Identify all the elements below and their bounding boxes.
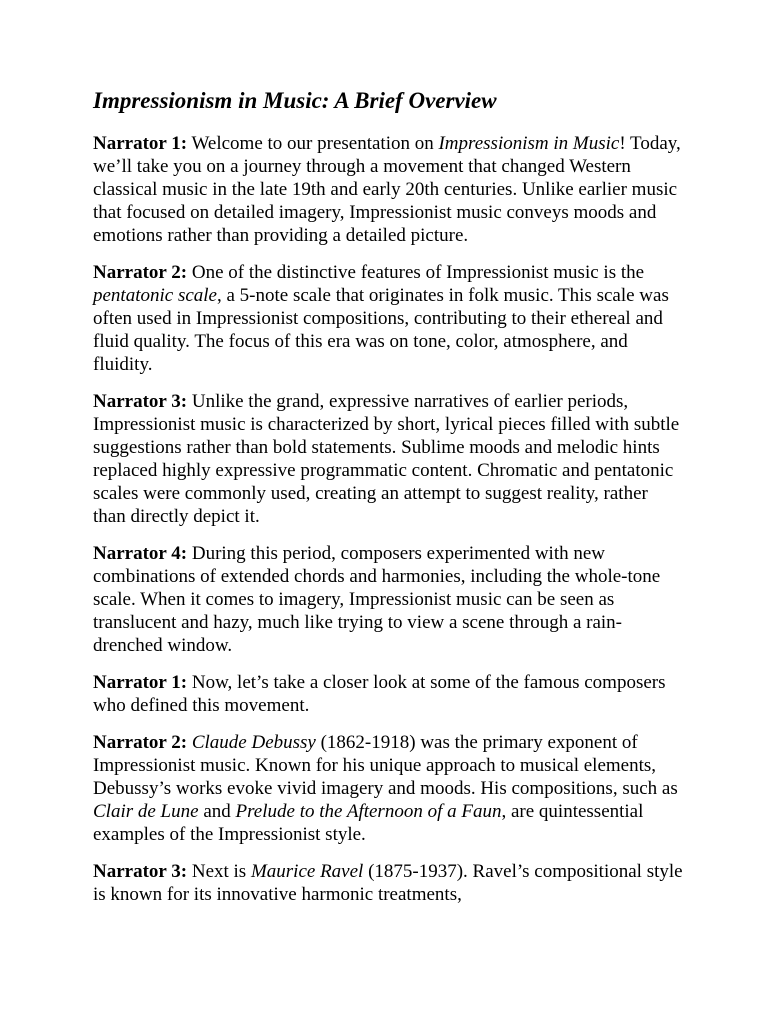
paragraph-text: (1862-1918) was the primary exponent of Impressionist music. Known for his unique approach to musical elements, Debussy’s works evoke vivid imagery and moods. His compositions, such as: [93, 732, 678, 799]
paragraph-text: Now, let’s take a closer look at some of the famous composers who defined this movement.: [93, 672, 666, 716]
paragraph-text: and: [198, 801, 236, 822]
paragraph-narrator-2-second: [93, 731, 683, 846]
italic-term: pentatonic scale: [93, 285, 217, 306]
speaker-label: Narrator 1:: [93, 672, 188, 693]
speaker-label: Narrator 1:: [93, 133, 188, 154]
italic-term: Impressionism in Music: [438, 133, 620, 154]
paragraph-text: One of the distinctive features of Impressionist music is the: [187, 262, 645, 283]
speaker-label: Narrator 2:: [93, 262, 188, 283]
speaker-label: Narrator 2:: [93, 732, 188, 753]
italic-composer-name: Claude Debussy: [191, 732, 316, 753]
paragraph-text: Next is: [187, 861, 251, 882]
paragraph-text: Unlike the grand, expressive narratives of earlier periods, Impressionist music is characterized by short, lyrical pieces filled with subtle suggestions rather than bold statements. Sublime moods and melodic hints replaced highly expressive programmatic content. Chromatic and pentatonic scales were commonly used, creating an attempt to suggest reality, rather than directly depict it.: [93, 391, 680, 527]
italic-work-title: Prelude to the Afternoon of a Faun: [235, 801, 502, 822]
italic-composer-name: Maurice Ravel: [250, 861, 364, 882]
paragraph-narrator-1: [93, 132, 683, 247]
paragraph-text: , are quintessential examples of the Impressionist style.: [93, 801, 644, 845]
paragraph-text: ! Today, we’ll take you on a journey through a movement that changed Western classical music in the late 19th and early 20th centuries. Unlike earlier music that focused on detailed imagery, Impressionist music conveys moods and emotions rather than providing a detailed picture.: [93, 133, 681, 246]
speaker-label: Narrator 3:: [93, 391, 188, 412]
paragraph-text: During this period, composers experimented with new combinations of extended chords and harmonies, including the whole-tone scale. When it comes to imagery, Impressionist music can be seen as translucent and hazy, much like trying to view a scene through a rain-drenched window.: [93, 543, 661, 656]
speaker-label: Narrator 3:: [93, 861, 188, 882]
document-title: Impressionism in Music: A Brief Overview: [93, 88, 497, 113]
speaker-label: Narrator 4:: [93, 543, 188, 564]
paragraph-text: Welcome to our presentation on: [187, 133, 439, 154]
document-page: [93, 86, 683, 920]
paragraph-narrator-1-second: [93, 671, 683, 717]
paragraph-narrator-3-second: [93, 860, 683, 906]
paragraph-narrator-2: [93, 261, 683, 376]
paragraph-narrator-3: [93, 390, 683, 528]
paragraph-narrator-4: [93, 542, 683, 657]
italic-work-title: Clair de Lune: [93, 801, 199, 822]
paragraph-text: (1875-1937). Ravel’s compositional style is known for its innovative harmonic treatments,: [93, 861, 683, 905]
paragraph-text: , a 5-note scale that originates in folk music. This scale was often used in Impressionist compositions, contributing to their ethereal and fluid quality. The focus of this era was on tone, color, atmosphere, and fluidity.: [93, 285, 669, 375]
